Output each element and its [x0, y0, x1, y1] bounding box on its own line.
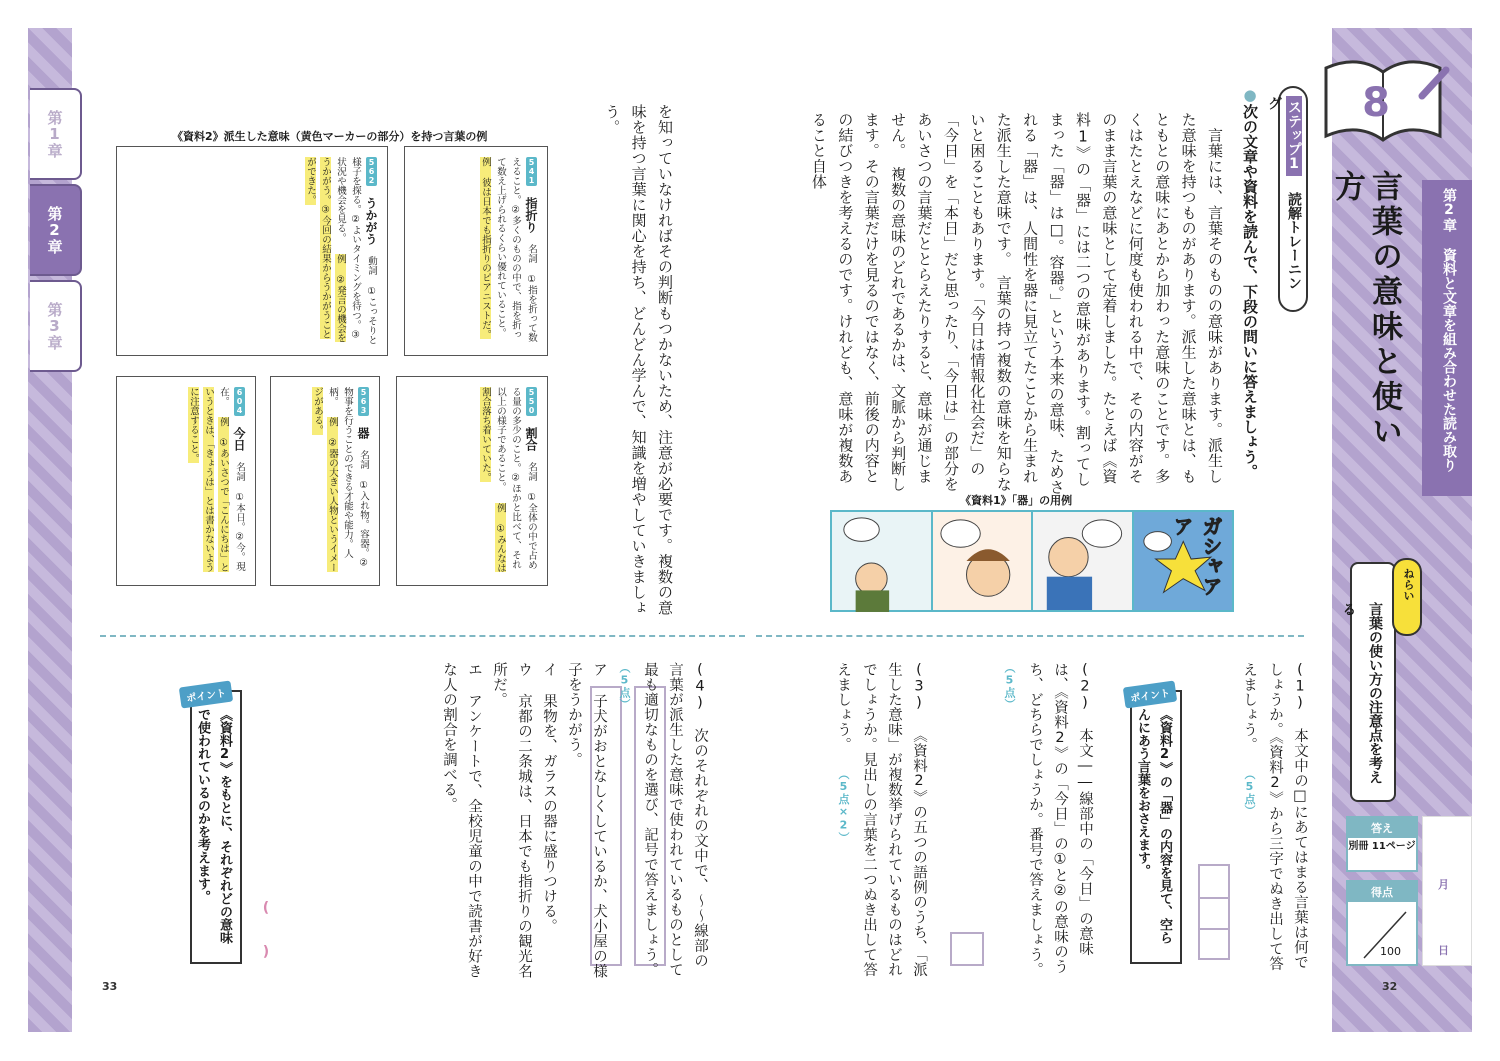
- chapter-tab-2[interactable]: 第2章: [30, 184, 82, 276]
- question-number: (3): [911, 662, 927, 712]
- question-points: （5点）: [1243, 768, 1256, 817]
- entry-definition: 名詞 ①本日。②今。現在。: [218, 387, 245, 571]
- answer-paren-q4[interactable]: ( ): [258, 900, 274, 960]
- score-max: 100: [1380, 945, 1401, 958]
- choice-a: ア 子犬がおとなしくしているか、犬小屋の様子をうかがう。: [566, 662, 607, 979]
- page-number-right: 32: [1382, 980, 1398, 993]
- comic-panel-3: [933, 512, 1034, 610]
- score-label: 得点: [1348, 882, 1416, 902]
- question-text: 本文中の□にあてはまる言葉は何でしょうか。《資料2》から三字でぬき出して答えましょう。: [1241, 662, 1308, 972]
- entry-definition: 名詞 ①入れ物。容器。②物事を行うことのできる才能や能力。人柄。: [327, 387, 369, 569]
- answer-label: 答え: [1348, 818, 1416, 838]
- figure-1-comic: [830, 510, 1234, 612]
- point-tag: ポイント: [1123, 680, 1177, 708]
- question-text: 《資料2》の五つの語例のうち、「派生した意味」が複数挙げられているものはどれでしょうか。見出しの言葉を二つぬき出して答えましょう。: [835, 662, 927, 978]
- choice-c: ウ 京都の二条城は、日本でも指折りの観光名所だ。: [491, 662, 532, 979]
- instruction-text: 次の文章や資料を読んで、下段の問いに答えましょう。: [1241, 104, 1259, 479]
- entry-definition: 名詞 ①全体の中で占める量の多少のこと。②ほかと比べて、それ以上の様子であること。: [495, 387, 537, 570]
- point-box-q4: 《資料2》をもとに、それぞれどの意味で使われているのかを考えます。: [190, 690, 242, 964]
- lesson-title: 言葉の意味と使い方: [1328, 170, 1402, 450]
- entry-headword: 器: [356, 427, 370, 439]
- section-divider-left: [100, 635, 745, 637]
- figure-1-caption: 《資料1》「器」の用例: [960, 494, 1073, 507]
- question-points: （5点）: [618, 662, 631, 710]
- aim-box: 言葉の使い方の注意点を考える: [1350, 562, 1396, 802]
- page-number-left: 33: [102, 980, 118, 993]
- question-number: (4): [692, 662, 708, 712]
- question-2: [996, 662, 1097, 982]
- answer-reference: 別冊 11ページ: [1348, 841, 1416, 852]
- figure-2-caption: 《資料2》派生した意味（黄色マーカーの部分）を持つ言葉の例: [172, 130, 488, 143]
- answer-box-q2[interactable]: [950, 932, 984, 966]
- entry-example: 例 ②発言の機会をうかがう。③今回の結果からうかがうことができた。: [305, 157, 346, 342]
- chapter-tab-3[interactable]: 第3章: [30, 280, 82, 372]
- entry-number: 562: [367, 158, 376, 185]
- point-tag: ポイント: [179, 680, 233, 708]
- entry-headword: 指折り: [524, 197, 538, 233]
- date-month-label: 月: [1438, 878, 1449, 891]
- aim-tag: ねらい: [1392, 558, 1422, 636]
- entry-number: 563: [359, 388, 368, 415]
- dictionary-entry: [404, 146, 548, 356]
- question-points: （5点）: [1003, 662, 1016, 710]
- entry-number: 604: [235, 388, 244, 415]
- choice-b: イ 果物を、ガラスの器に盛りつける。: [541, 662, 557, 934]
- comic-sound-effect: ガシャアア: [1170, 516, 1223, 596]
- entry-headword: 割合: [524, 427, 538, 451]
- question-text: 次のそれぞれの文中で、～～線部の言葉が派生した意味で使われているものとして最も適切なものを選び、記号で答えましょう。: [642, 662, 708, 977]
- dictionary-entry: [270, 376, 380, 586]
- comic-panel-1: [1134, 512, 1233, 610]
- answer-box-q1[interactable]: [1198, 864, 1230, 960]
- question-text: 本文――線部中の「今日」の意味は、《資料2》の「今日」の①と②の意味のうち、どちらでしょうか。番号で答えましょう。: [1027, 662, 1093, 977]
- comic-panel-2: [1033, 512, 1134, 610]
- date-day-label: 日: [1438, 944, 1449, 957]
- step-name: 読解トレーニング: [1266, 96, 1302, 290]
- question-4: [436, 662, 712, 982]
- entry-headword: うかがう: [364, 197, 378, 245]
- step-label: [1266, 86, 1308, 312]
- step-number: ステップ1: [1286, 96, 1302, 176]
- bullet-icon: ●: [1241, 86, 1259, 104]
- entry-example: 例 彼は日本でも指折りのピアニストだ。: [480, 157, 491, 339]
- entry-example: 例 ②器の大きい人物というイメージがある。: [312, 387, 338, 572]
- question-1: [1236, 662, 1312, 982]
- question-3: [830, 662, 931, 982]
- dictionary-entry: [396, 376, 548, 586]
- main-text: 言葉には、言葉そのものの意味があります。派生した意味を持つものがあります。派生した意味とは、もともとの意味にあとから加わった意味のことです。多くはたとえなどに何度も使われる中で、その内容がそのまま言葉の意味として定着しました。たとえば《資料1》の「器」には二つの意味があります。割ってしまった「器」は□。容器。」という本来の意味、ためされる「器」は、人間性を器に見立てたことから生まれた派生した意味です。 言葉の持つ複数の意味を知らないと困ることもあります。「今日は情報化社会だ」の「今日」を「本日」だと思ったり、「今日は」の部分をあいさつの言葉だととらえたりすると、意味が通じません。 複数の意味のどれであるかは、文脈から判断します。その言葉だけを見るのではなく、前後の内容との結びつきを考えるのです。けれども、意味が複数あること自体: [809, 112, 1224, 495]
- lesson-number: 8: [1362, 80, 1390, 126]
- chapter-tab-1[interactable]: 第1章: [30, 88, 82, 180]
- section-divider-right: [756, 635, 1304, 637]
- answer-reference-box: [1346, 816, 1418, 872]
- entry-definition: 名詞 ①指を折って数えること。②多くのものの中で、指を折って数え上げられるくらい優れていること。: [495, 157, 537, 342]
- dictionary-entry: [116, 376, 256, 586]
- question-number: (2): [1077, 662, 1093, 712]
- entry-example: 例 ①みんなは割合落ち着いていた。: [480, 387, 506, 572]
- choice-d: エ アンケートで、全校児童の中で読書が好きな人の割合を調べる。: [441, 662, 482, 979]
- entry-definition: 動詞 ①こっそりと様子を探る。②よいタイミングを待つ。③状況や機会を見る。: [335, 157, 377, 345]
- entry-number: 541: [527, 158, 536, 185]
- question-points: （5点×2）: [837, 768, 850, 844]
- dictionary-entry: [116, 146, 388, 356]
- question-number: (1): [1292, 662, 1308, 712]
- chapter-band: 第2章 資料と文章を組み合わせた読み取り: [1422, 180, 1472, 496]
- point-box-q2: 《資料2》の「器」の内容を見て、空らんにあう言葉をおさえます。: [1130, 690, 1182, 964]
- comic-panel-4: [832, 512, 933, 610]
- entry-number: 550: [527, 388, 536, 415]
- entry-example: 例 ①あいさつで「こんにちは」というときは、「きょうは」とは書かないように注意すること。: [188, 387, 229, 573]
- main-text-continued: を知っていなければその判断もつかないため、注意が必要です。複数の意味を持つ言葉に関心を持ち、どんどん学んで、知識を増やしていきましょう。: [603, 104, 674, 616]
- instruction: [1240, 86, 1261, 486]
- entry-headword: 今日: [232, 427, 246, 451]
